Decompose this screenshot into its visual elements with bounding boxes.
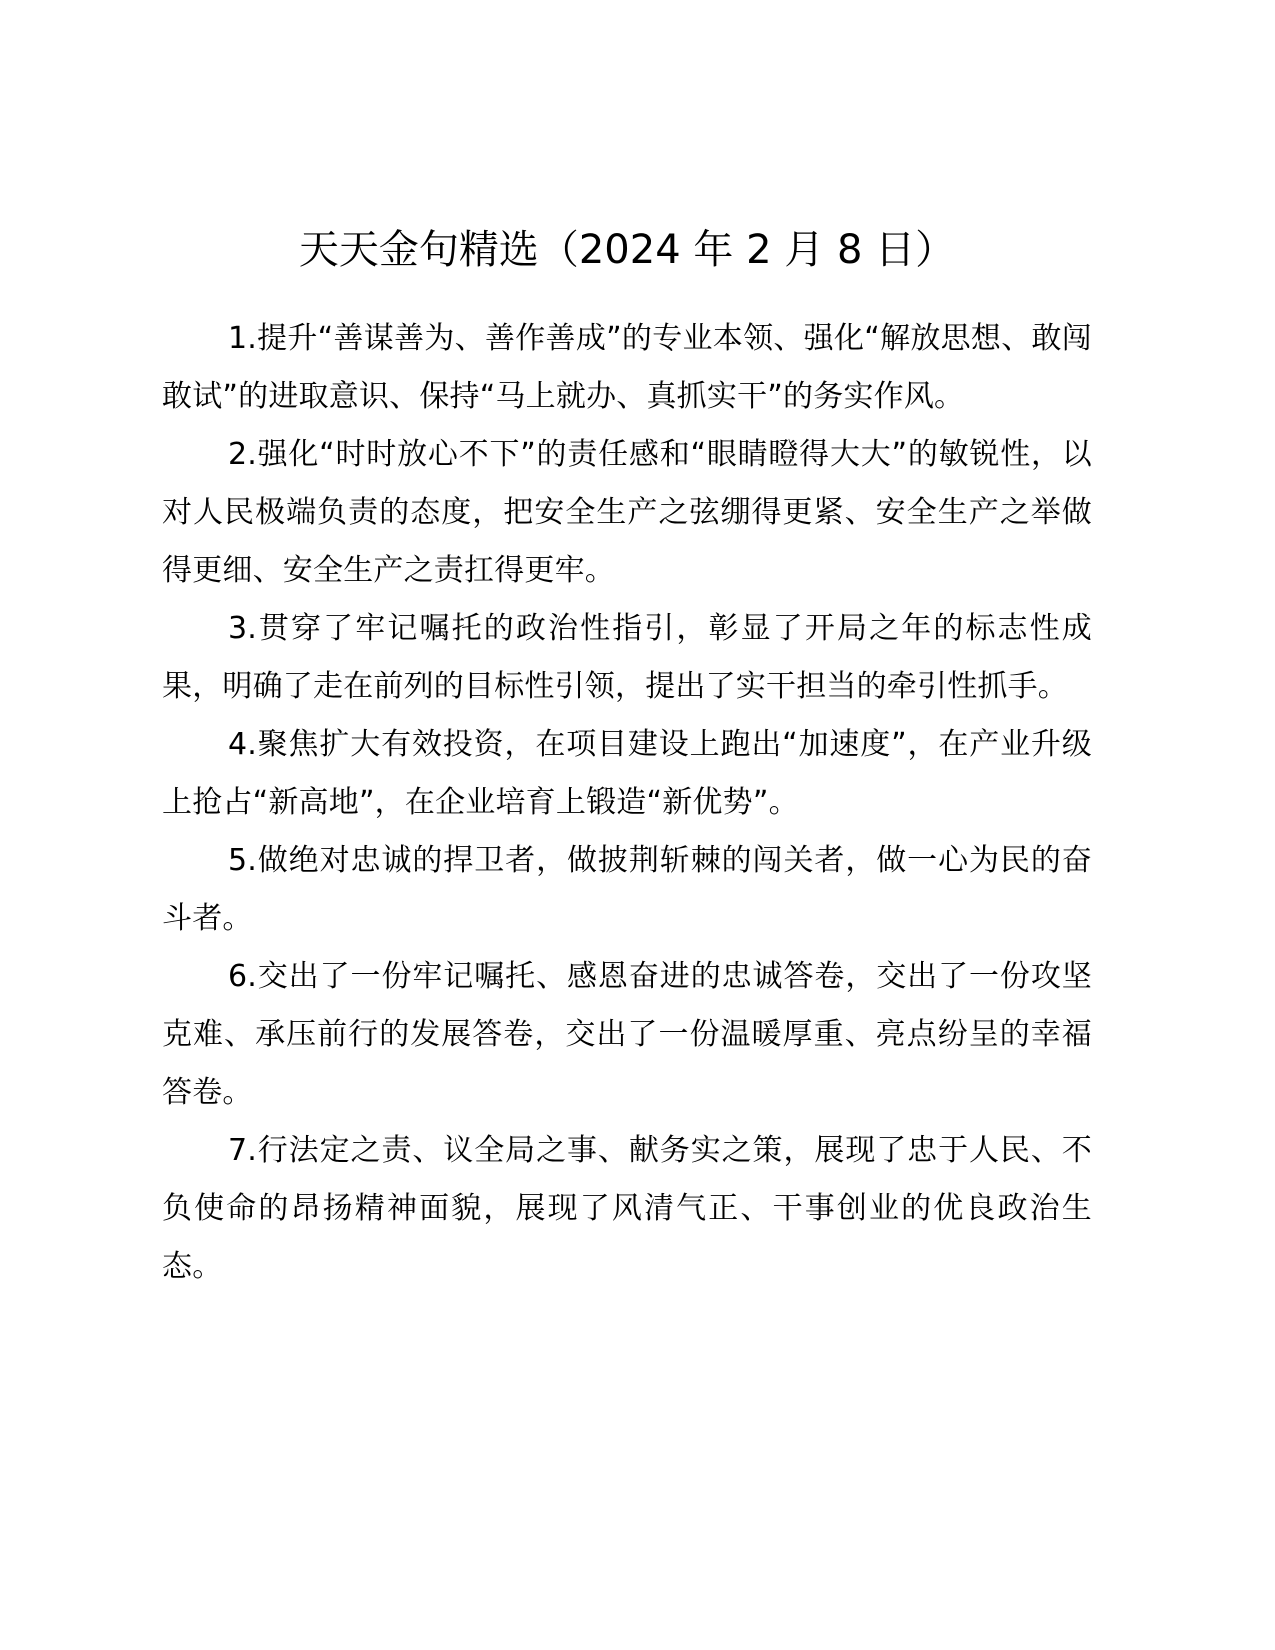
paragraph-4: 4.聚焦扩大有效投资，在项目建设上跑出“加速度”，在产业升级上抢占“新高地”，在企业培育上锻造“新优势”。 (162, 727, 1092, 820)
document-page (162, 0, 1092, 1650)
paragraph-6: 6.交出了一份牢记嘱托、感恩奋进的忠诚答卷，交出了一份攻坚克难、承压前行的发展答卷，交出了一份温暖厚重、亮点纷呈的幸福答卷。 (162, 959, 1092, 1110)
paragraph-3: 3.贯穿了牢记嘱托的政治性指引，彰显了开局之年的标志性成果，明确了走在前列的目标性引领，提出了实干担当的牵引性抓手。 (162, 611, 1092, 704)
paragraph-5: 5.做绝对忠诚的捍卫者，做披荆斩棘的闯关者，做一心为民的奋斗者。 (162, 843, 1092, 936)
paragraph-2: 2.强化“时时放心不下”的责任感和“眼睛瞪得大大”的敏锐性，以对人民极端负责的态度，把安全生产之弦绷得更紧、安全生产之举做得更细、安全生产之责扛得更牢。 (162, 437, 1092, 588)
paragraph-1: 1.提升“善谋善为、善作善成”的专业本领、强化“解放思想、敢闯敢试”的进取意识、保持“马上就办、真抓实干”的务实作风。 (162, 321, 1092, 414)
paragraph-7: 7.行法定之责、议全局之事、献务实之策，展现了忠于人民、不负使命的昂扬精神面貌，展现了风清气正、干事创业的优良政治生态。 (162, 1133, 1092, 1284)
page-title: 天天金句精选（2024 年 2 月 8 日） (298, 227, 956, 273)
document-body (162, 310, 1092, 1296)
